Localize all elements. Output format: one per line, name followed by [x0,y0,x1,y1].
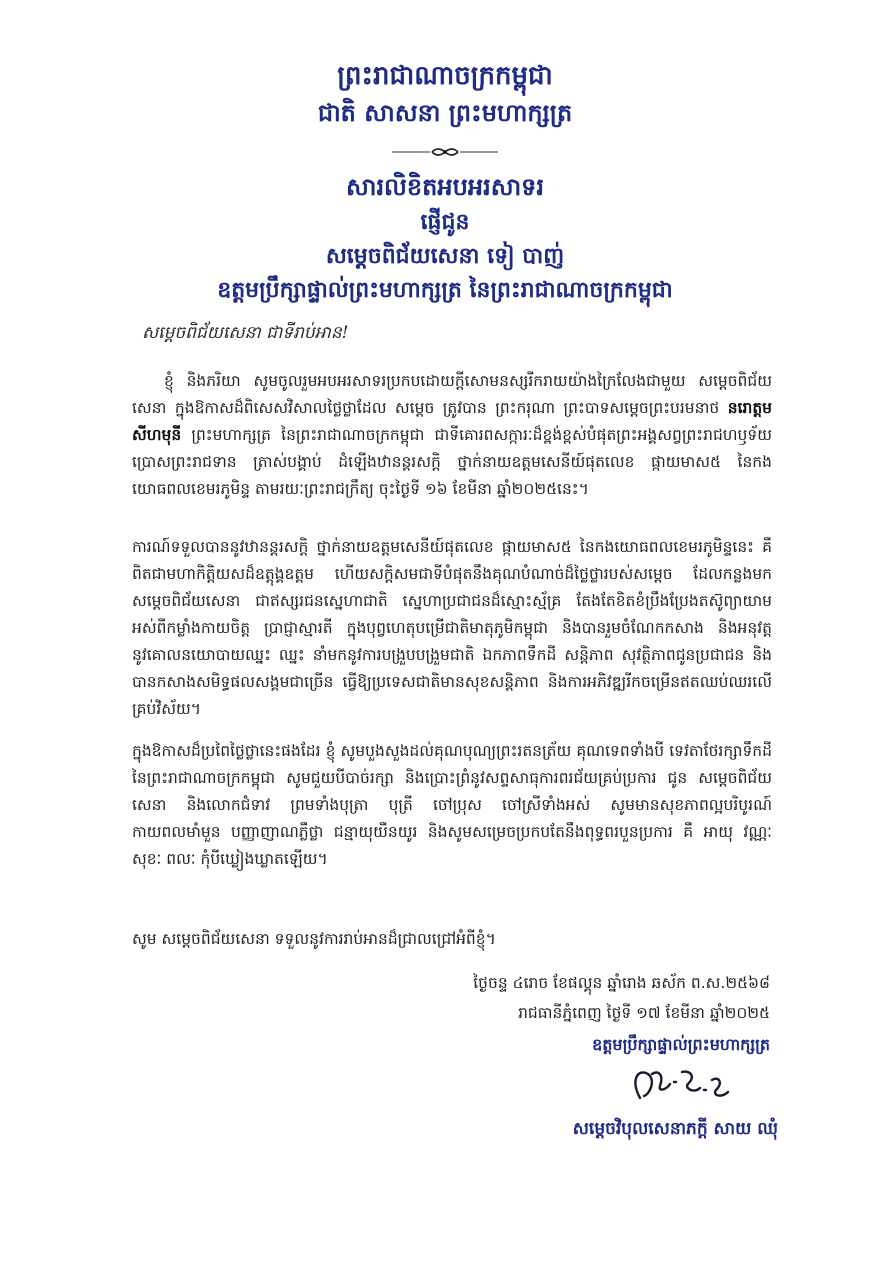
king-name: នរោត្តម សីហមុនី [132,399,772,444]
signer-name: សម្ដេចវិបុលសេនាភក្តី សាយ ឈុំ [572,1119,778,1139]
kingdom-heading: ព្រះរាជាណាចក្រកម្ពុជា [337,61,553,91]
letter-title: សារលិខិតអបអរសាទរ [345,172,545,201]
paragraph-2: ការណ៍ទទួលបាននូវឋានន្តរសក្តិ ថ្នាក់នាយឧត្តមសេនីយ៍ផុតលេខ ផ្កាយមាស៥ នៃកងយោធពលខេមរភូមិន្ទនេះ គឺពិតជាមហាកិត្តិយសដ៏ឧត្តុង្គឧត្តម ហើយសក្តិសមជាទីបំផុតនឹងគុណបំណាច់ដ៏ថ្លៃថ្លារបស់សម្ដេច ដែលកន្លងមកសម្ដេចពិជ័យសេនា ជាឥស្សរជនស្នេហាជាតិ ស្នេហាប្រជាជនដ៏ស្មោះស្ម័គ្រ តែងតែខិតខំប្រឹងប្រែងតស៊ូព្យាយាមអស់ពីកម្លាំងកាយចិត្ត ប្រាជ្ញាស្មារតី ក្នុងបុព្វហេតុបម្រើជាតិមាតុភូមិកម្ពុជា និងបានរួមចំណែកកសាង និងអនុវត្តនូវគោលនយោបាយឈ្នះ ឈ្នះ នាំមកនូវការបង្រួបបង្រួមជាតិ ឯកភាពទឹកដី សន្តិភាព សុវត្ថិភាពជូនប្រជាជន និងបានកសាងសមិទ្ធផលសង្គមជាច្រើន ធ្វើឱ្យប្រទេសជាតិមានសុខសន្តិភាព និងការអភិវឌ្ឍរីកចម្រើនឥតឈប់ឈរលើគ្រប់វិស័យ។ [132,538,772,718]
ornament-divider-icon [0,144,890,163]
lunar-date: ថ្ងៃចន្ទ ៤រោច ខែផល្គុន ឆ្នាំរោង ឆស័ក ព.ស.២៥៦៨ [473,974,770,992]
salutation: សម្ដេចពិជ័យសេនា ជាទីរាប់អាន! [142,323,349,343]
place-date: រាជធានីភ្នំពេញ ថ្ងៃទី ១៧ ខែមីនា ឆ្នាំ២០២៥ [518,1004,770,1022]
paragraph-1 [132,368,772,503]
paragraph-1-end: ព្រះមហាក្សត្រ នៃព្រះរាជាណាចក្រកម្ពុជា ជាទីគោរពសក្ការៈដ៏ខ្ពង់ខ្ពស់បំផុតព្រះអង្គសព្វព្រះរាជហឫទ័យ ប្រោសព្រះរាជទាន ត្រាស់បង្គាប់ ដំឡើងឋានន្តរសក្តិ ថ្នាក់នាយឧត្តមសេនីយ៍ផុតលេខ ផ្កាយមាស៥ នៃកងយោធពលខេមរភូមិន្ទ តាមរយៈព្រះរាជក្រឹត្យ ចុះថ្ងៃទី ១៦ ខែមីនា ឆ្នាំ២០២៥នេះ។ [132,426,772,498]
recipient-position: ឧត្តមប្រឹក្សាផ្ទាល់ព្រះមហាក្សត្រ នៃព្រះរាជាណាចក្រកម្ពុជា [217,277,673,303]
paragraph-1-start: ខ្ញុំ និងភរិយា សូមចូលរួមអបអរសាទរប្រកបដោយក្តីសោមនស្សរីករាយយ៉ាងក្រៃលែងជាមួយ សម្ដេចពិជ័យសេនា ក្នុងឱកាសដ៏ពិសេសវិសាលថ្លៃថ្លាដែល សម្ដេច ត្រូវបាន ព្រះករុណា ព្រះបាទសម្ដេចព្រះបរមនាថ [132,372,772,417]
national-motto: ជាតិ សាសនា ព្រះមហាក្សត្រ [317,98,573,127]
paragraph-3: ក្នុងឱកាសដ៏ប្រពៃថ្លៃថ្លានេះផងដែរ ខ្ញុំ សូមបួងសួងដល់គុណបុណ្យព្រះរតនត្រ័យ គុណទេពទាំងបី ទេវតាថែរក្សាទឹកដី នៃព្រះរាជាណាចក្រកម្ពុជា សូមជួយបីបាច់រក្សា និងប្រោះព្រំនូវសព្ទសាធុការពរជ័យគ្រប់ប្រការ ជូន សម្ដេចពិជ័យសេនា និងលោកជំទាវ ព្រមទាំងបុត្រា បុត្រី ចៅប្រុស ចៅស្រីទាំងអស់ សូមមានសុខភាពល្អបរិបូរណ៍ កាយពលមាំមួន បញ្ញាញាណភ្លឺថ្លា ជន្មាយុយឺនយូរ និងសូមសម្រេចប្រកបតែនឹងពុទ្ធពរបួនប្រការ គឺ អាយុ វណ្ណៈ សុខៈ ពលៈ កុំបីឃ្លៀងឃ្លាតឡើយ។ [132,742,772,868]
paragraph-4: សូម សម្ដេចពិជ័យសេនា ទទួលនូវការរាប់អានដ៏ជ្រាលជ្រៅអំពីខ្ញុំ។ [132,930,496,948]
recipient-name: សម្ដេចពិជ័យសេនា ទៀ បាញ់ [325,243,565,269]
signer-position: ឧត្តមប្រឹក្សាផ្ទាល់ព្រះមហាក្សត្រ [592,1035,770,1054]
handwritten-signature-icon [600,1060,760,1110]
letter-sent-to: ផ្ញើជូន [420,209,470,235]
